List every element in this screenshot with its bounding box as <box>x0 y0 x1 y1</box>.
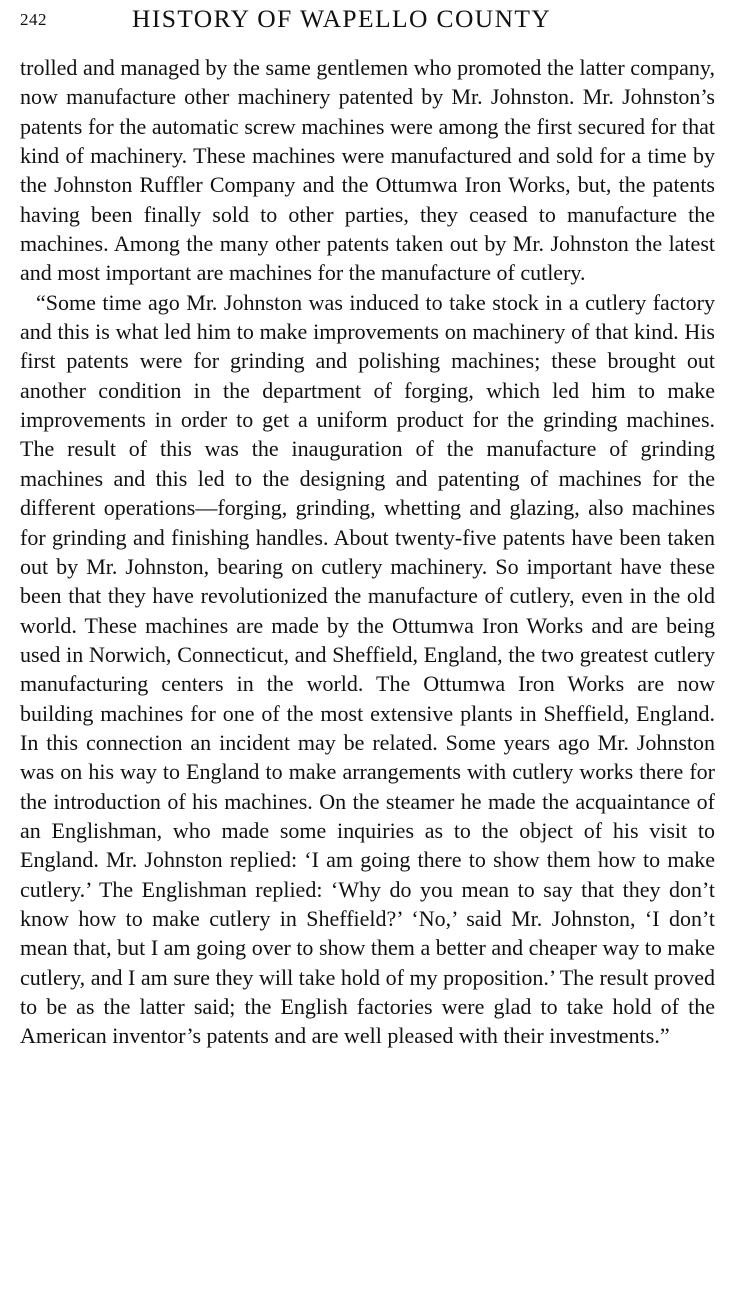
body-text <box>20 53 715 1051</box>
paragraph-quotation: “Some time ago Mr. Johnston was induced to take stock in a cutlery factory and this is what led him to make improvements on machinery of that kind. His first patents were for grinding and polishing machines; these brought out another condition in the department of forging, which led him to make improvements in order to get a uniform product for the grinding machines. The result of this was the inauguration of the manufacture of grinding machines and this led to the designing and patenting of machines for the different operations—forging, grinding, whetting and glazing, also machines for grinding and finishing handles. About twenty-five patents have been taken out by Mr. Johnston, bearing on cutlery machinery. So important have these been that they have revolutionized the manufacture of cutlery, even in the old world. These machines are made by the Ottumwa Iron Works and are being used in Norwich, Connecticut, and Sheffield, England, the two greatest cutlery manufacturing centers in the world. The Ottumwa Iron Works are now building machines for one of the most extensive plants in Sheffield, England. In this connection an incident may be related. Some years ago Mr. Johnston was on his way to England to make arrangements with cutlery works there for the introduction of his machines. On the steamer he made the acquaintance of an Englishman, who made some inquiries as to the object of his visit to England. Mr. Johnston replied: ‘I am going there to show them how to make cutlery.’ The Englishman replied: ‘Why do you mean to say that they don’t know how to make cutlery in Sheffield?’ ‘No,’ said Mr. Johnston, ‘I don’t mean that, but I am going over to show them a better and cheaper way to make cutlery, and I am sure they will take hold of my proposition.’ The result proved to be as the latter said; the English factories were glad to take hold of the American inventor’s patents and are well pleased with their investments.” <box>20 289 715 1049</box>
running-title: HISTORY OF WAPELLO COUNTY <box>132 4 552 33</box>
running-head <box>20 4 716 36</box>
page-number: 242 <box>20 10 47 29</box>
paragraph-continued: trolled and managed by the same gentlemen who promoted the latter company, now manufacture other machinery patented by Mr. Johnston. Mr. Johnston’s patents for the automatic screw machines were among the first secured for that kind of machinery. These machines were manufactured and sold for a time by the Johnston Ruffler Company and the Ottumwa Iron Works, but, the patents having been finally sold to other parties, they ceased to manufacture the machines. Among the many other patents taken out by Mr. Johnston the latest and most important are machines for the manufacture of cutlery. <box>20 55 715 286</box>
